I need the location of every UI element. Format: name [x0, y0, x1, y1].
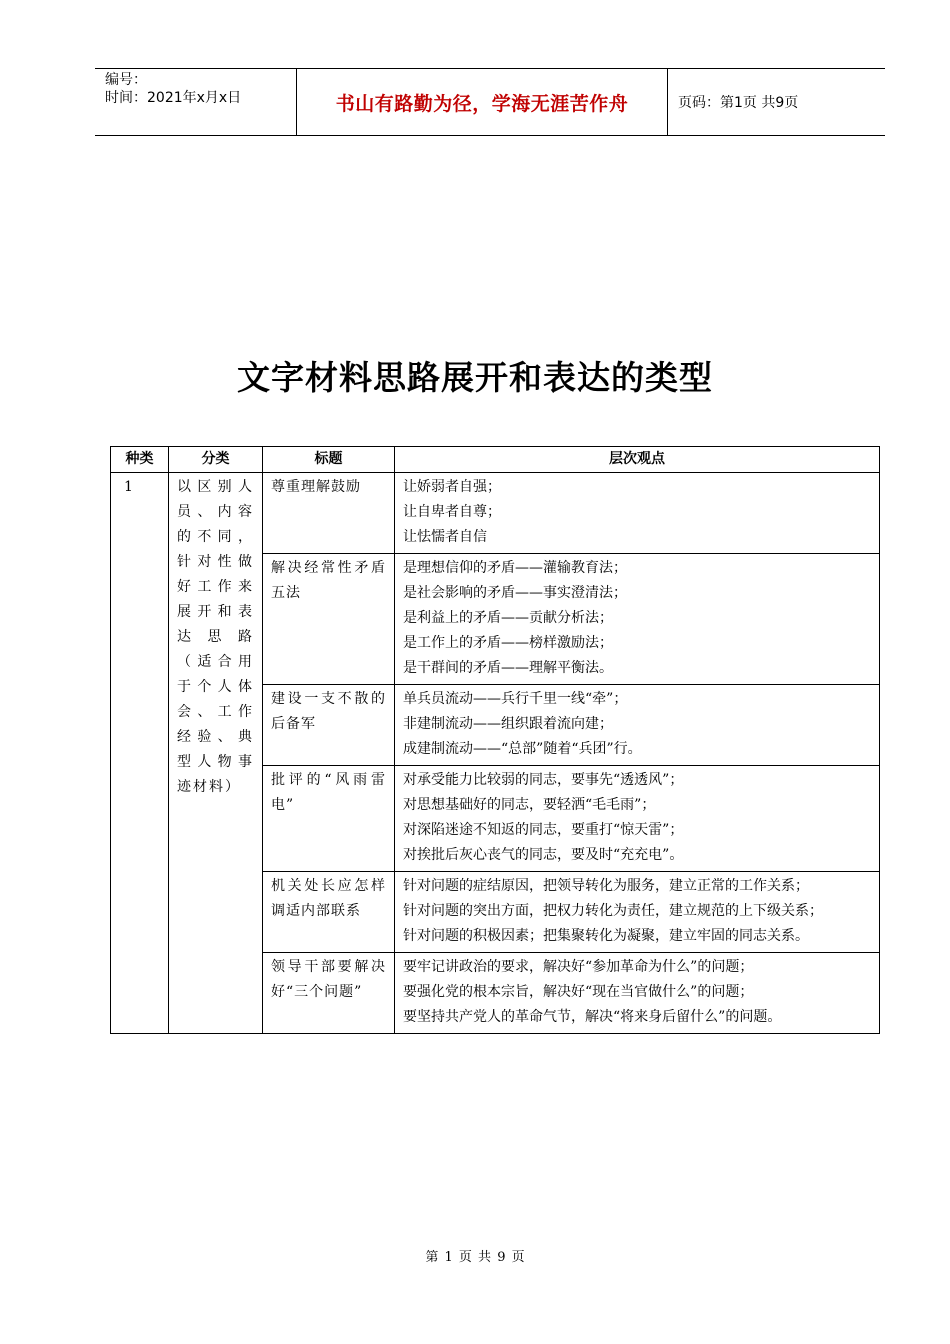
header-motto: 书山有路勤为径，学海无涯苦作舟 [296, 69, 668, 135]
header-category: 分类 [169, 447, 263, 473]
point: 对承受能力比较弱的同志，要事先“透透风”； [403, 772, 684, 788]
point: 要坚持共产党人的革命气节，解决“将来身后留什么”的问题。 [403, 1009, 782, 1025]
table-header-row [111, 447, 880, 473]
row-title: 机关处长应怎样调适内部联系 [271, 878, 386, 919]
point: 要强化党的根本宗旨，解决好“现在当官做什么”的问题； [403, 984, 754, 1000]
point: 是社会影响的矛盾——事实澄清法； [403, 585, 627, 601]
document-title: 文字材料思路展开和表达的类型 [237, 358, 713, 397]
title-cell [263, 685, 395, 766]
title-cell [263, 554, 395, 685]
row-title: 建设一支不散的后备军 [271, 691, 386, 732]
point: 针对问题的积极因素；把集聚转化为凝聚，建立牢固的同志关系。 [403, 928, 809, 944]
row-title: 尊重理解鼓励 [271, 479, 361, 495]
document-time-label: 时间：2021年x月x日 [105, 90, 242, 106]
point: 是利益上的矛盾——贡献分析法； [403, 610, 613, 626]
type-cell: 1 [111, 473, 169, 1034]
category-cell [169, 473, 263, 1034]
point: 对思想基础好的同志，要轻洒“毛毛雨”； [403, 797, 656, 813]
point: 非建制流动——组织跟着流向建； [403, 716, 613, 732]
point: 是工作上的矛盾——榜样激励法； [403, 635, 613, 651]
point: 是干群间的矛盾——理解平衡法。 [403, 660, 613, 676]
points-cell [395, 953, 880, 1034]
title-cell [263, 953, 395, 1034]
content-table [110, 446, 880, 1034]
point: 让怯懦者自信 [403, 529, 487, 545]
points-cell [395, 766, 880, 872]
header-points: 层次观点 [395, 447, 880, 473]
title-cell [263, 872, 395, 953]
point: 让娇弱者自强； [403, 479, 501, 495]
point: 对挨批后灰心丧气的同志，要及时“充充电”。 [403, 847, 684, 863]
point: 要牢记讲政治的要求，解决好“参加革命为什么”的问题； [403, 959, 754, 975]
header-meta [95, 69, 296, 135]
header-title: 标题 [263, 447, 395, 473]
row-title: 批评的“风雨雷电” [271, 772, 386, 813]
point: 单兵员流动——兵行千里一线“牵”； [403, 691, 628, 707]
point: 让自卑者自尊； [403, 504, 501, 520]
points-cell [395, 685, 880, 766]
points-cell [395, 554, 880, 685]
table-row [111, 473, 880, 554]
point: 对深陷迷途不知返的同志，要重打“惊天雷”； [403, 822, 684, 838]
points-cell [395, 473, 880, 554]
title-cell [263, 766, 395, 872]
point: 针对问题的症结原因，把领导转化为服务，建立正常的工作关系； [403, 878, 809, 894]
row-title: 领导干部要解决好“三个问题” [271, 959, 386, 1000]
document-number-label: 编号： [105, 72, 147, 88]
row-title: 解决经常性矛盾五法 [271, 560, 386, 601]
point: 是理想信仰的矛盾——灌输教育法； [403, 560, 627, 576]
point: 针对问题的突出方面，把权力转化为责任，建立规范的上下级关系； [403, 903, 823, 919]
category-text: 以区别人员、内容的不同，针对性做好工作来展开和表达思路（适合用于个人体会、工作经验、典型人物事迹材料） [177, 479, 254, 795]
page-header [95, 68, 885, 136]
header-page-number: 页码：第1页 共9页 [678, 95, 799, 111]
page-footer: 第 1 页 共 9 页 [425, 1250, 525, 1265]
header-type: 种类 [111, 447, 169, 473]
title-cell [263, 473, 395, 554]
points-cell [395, 872, 880, 953]
point: 成建制流动——“总部”随着“兵团”行。 [403, 741, 642, 757]
